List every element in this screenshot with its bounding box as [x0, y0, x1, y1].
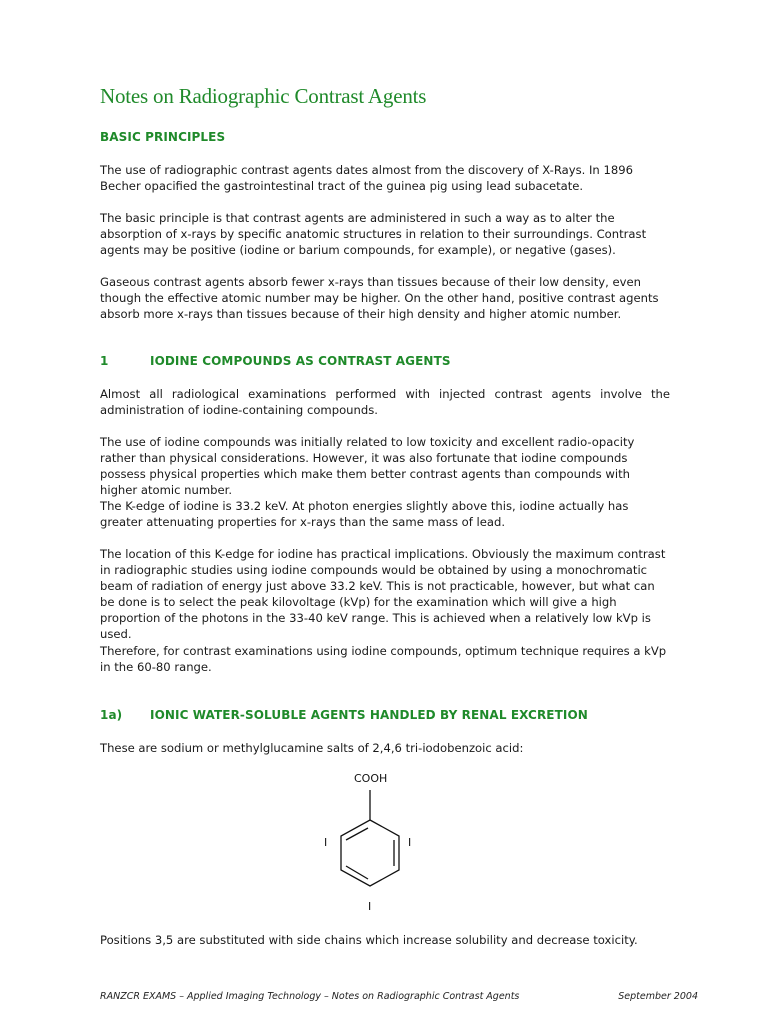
paragraph-s1-4: The location of this K-edge for iodine has practical implications. Obviously the maximum contrast in radiographic studies using iodine compounds would be obtained by using a monochromatic beam of radiation of energy just above 33.2 keV. This is not practicable, however, but what can be done is to select the peak kilovoltage (kVp) for the examination which will give a high proportion of the photons in the 33-40 keV range. This is achieved when a relatively low kVp is used. — [100, 547, 666, 641]
paragraph-basic-3: Gaseous contrast agents absorb fewer x-rays than tissues because of their low density, even though the effective atomic number may be higher. On the other hand, positive contrast agents absorb more x-rays than tissues because of their high density and higher atomic number. — [100, 275, 659, 321]
benzene-ring-icon — [300, 768, 440, 918]
footer-date: September 2004 — [618, 991, 698, 1002]
paragraph-basic-2: The basic principle is that contrast agents are administered in such a way as to alter the absorption of x-rays by specific anatomic structures in relation to their surroundings. Contrast agents may be positive (iodine or barium compounds, for example), or negative (gases). — [100, 211, 647, 257]
iodine-label-right: I — [408, 836, 412, 849]
paragraph-s1a-intro: These are sodium or methylglucamine salts of 2,4,6 tri-iodobenzoic acid: — [100, 741, 524, 755]
paragraph-s1-3: The K-edge of iodine is 33.2 keV. At photon energies slightly above this, iodine actually has greater attenuating properties for x-rays than the same mass of lead. — [100, 499, 629, 529]
section-title: IONIC WATER-SOLUBLE AGENTS HANDLED BY RENAL EXCRETION — [150, 708, 588, 722]
heading-section-1a — [100, 708, 588, 722]
cooh-label: COOH — [354, 772, 388, 785]
paragraph-basic-1: The use of radiographic contrast agents dates almost from the discovery of X-Rays. In 1896 Becher opacified the gastrointestinal tract of the guinea pig using lead subacetate. — [100, 163, 633, 193]
paragraph-s1-2: The use of iodine compounds was initially related to low toxicity and excellent radio-opacity rather than physical considerations. However, it was also fortunate that iodine compounds possess physical properties which make them better contrast agents than compounds with higher atomic number. — [100, 435, 635, 497]
section-number: 1a) — [100, 708, 123, 722]
page-title: Notes on Radiographic Contrast Agents — [100, 84, 427, 108]
iodine-label-bottom: I — [368, 900, 372, 913]
heading-section-1 — [100, 354, 451, 368]
heading-basic-principles: BASIC PRINCIPLES — [100, 130, 226, 144]
paragraph-s1-1: Almost all radiological examinations performed with injected contrast agents involve the administration of iodine-containing compounds. — [100, 387, 670, 417]
tri-iodobenzoic-acid-structure — [300, 768, 440, 918]
section-number: 1 — [100, 354, 109, 368]
paragraph-s1a-outro: Positions 3,5 are substituted with side chains which increase solubility and decrease toxicity. — [100, 933, 638, 947]
iodine-label-left: I — [324, 836, 328, 849]
section-title: IODINE COMPOUNDS AS CONTRAST AGENTS — [150, 354, 451, 368]
footer-left-text: RANZCR EXAMS – Applied Imaging Technology – Notes on Radiographic Contrast Agents — [100, 991, 520, 1002]
paragraph-s1-5: Therefore, for contrast examinations using iodine compounds, optimum technique requires a kVp in the 60-80 range. — [100, 644, 667, 674]
